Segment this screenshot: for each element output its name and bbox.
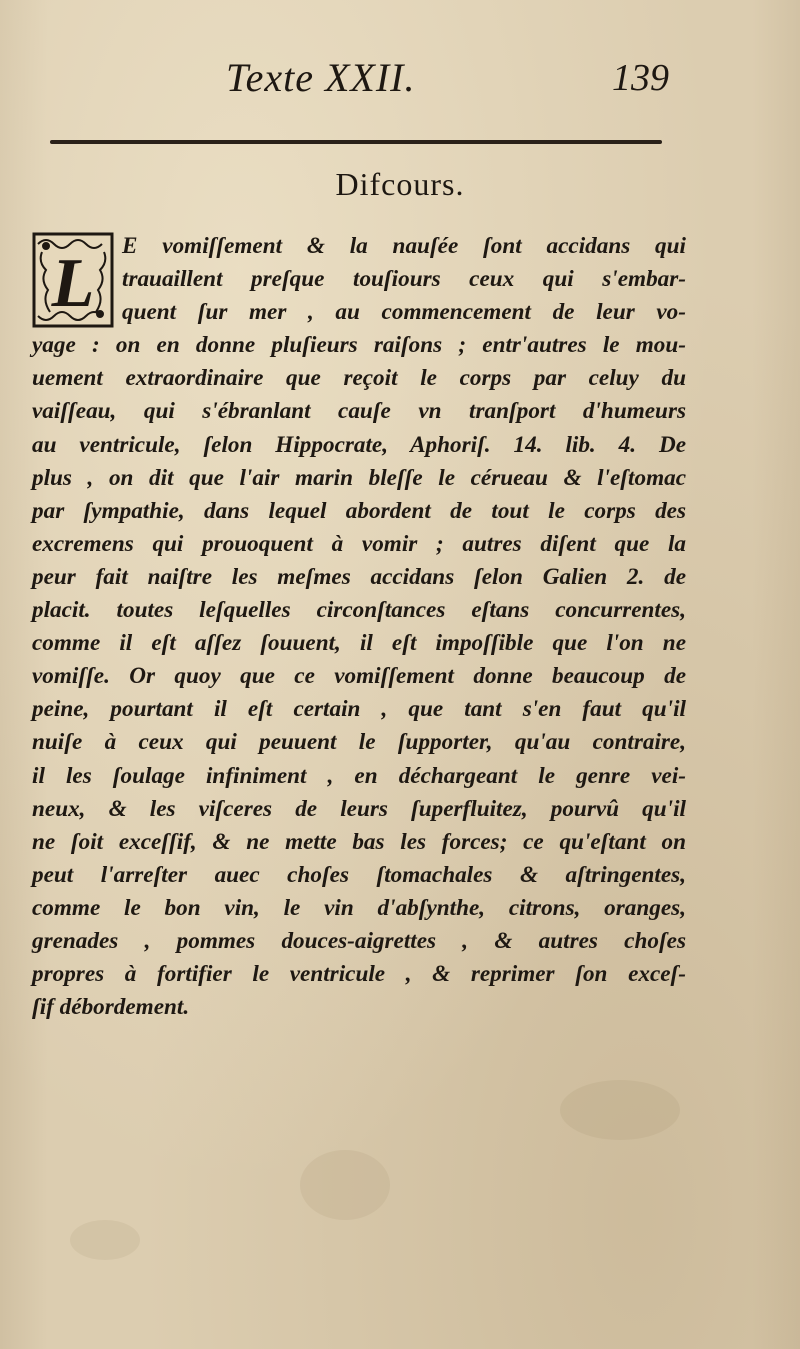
paragraph-lines	[32, 230, 686, 1024]
text-line: quent ſur mer , au commencement de leur vo-	[122, 299, 686, 326]
ornamental-initial-icon	[32, 232, 114, 328]
text-line: yage : on en donne pluſieurs raiſons ; entr'autres le mou-	[32, 332, 686, 359]
text-line: vomiſſe. Or quoy que ce vomiſſement donne beaucoup de	[32, 663, 686, 690]
text-line: propres à fortifier le ventricule , & reprimer ſon exceſ-	[32, 961, 686, 988]
text-line: peine, pourtant il eſt certain , que tant s'en faut qu'il	[32, 696, 686, 723]
running-head	[0, 46, 800, 106]
text-line: grenades , pommes douces-aigrettes , & autres choſes	[32, 927, 686, 954]
text-line: neux, & les viſceres de leurs ſuperfluitez, pourvû qu'il	[32, 795, 686, 822]
text-line: peut l'arreſter auec choſes ſtomachales & aſtringentes,	[32, 861, 686, 888]
text-line: placit. toutes leſquelles circonſtances eſtans concurrentes,	[32, 597, 686, 624]
text-line: au ventricule, ſelon Hippocrate, Aphoriſ. 14. lib. 4. De	[32, 431, 686, 458]
text-line: plus , on dit que l'air marin bleſſe le cérueau & l'eſtomac	[32, 464, 686, 491]
text-line: uement extraordinaire que reçoit le corps par celuy du	[32, 365, 686, 392]
text-line: peur fait naiſtre les meſmes accidans ſelon Galien 2. de	[32, 563, 686, 590]
dropcap-letter: L	[51, 245, 95, 322]
paper-stain	[300, 1150, 390, 1220]
page-number: 139	[612, 57, 669, 99]
text-line: nuiſe à ceux qui peuuent le ſupporter, qu'au contraire,	[32, 729, 686, 756]
text-line: ſif débordement.	[32, 994, 190, 1021]
text-line: ne ſoit exceſſif, & ne mette bas les forces; ce qu'eſtant on	[32, 828, 686, 855]
header-rule	[50, 140, 662, 144]
text-line: comme il eſt aſſez ſouuent, il eſt impoſſible que l'on ne	[32, 630, 686, 657]
text-line: comme le bon vin, le vin d'abſynthe, citrons, oranges,	[32, 894, 686, 921]
text-line: E vomiſſement & la nauſée ſont accidans qui	[122, 233, 686, 259]
text-line: vaiſſeau, qui s'ébranlant cauſe vn tranſport d'humeurs	[32, 398, 686, 425]
paper-stain	[70, 1220, 140, 1260]
section-title: Difcours.	[335, 166, 465, 202]
text-line: trauaillent preſque touſiours ceux qui s'embar-	[122, 266, 686, 293]
text-line: par ſympathie, dans lequel abordent de tout le corps des	[32, 497, 686, 524]
paper-stain	[560, 1080, 680, 1140]
body-paragraph	[32, 230, 686, 1024]
text-line: il les ſoulage infiniment , en déchargeant le genre vei-	[32, 762, 686, 789]
running-head-title: Texte XXII.	[226, 55, 416, 100]
text-line: excremens qui prouoquent à vomir ; autres diſent que la	[32, 530, 686, 557]
